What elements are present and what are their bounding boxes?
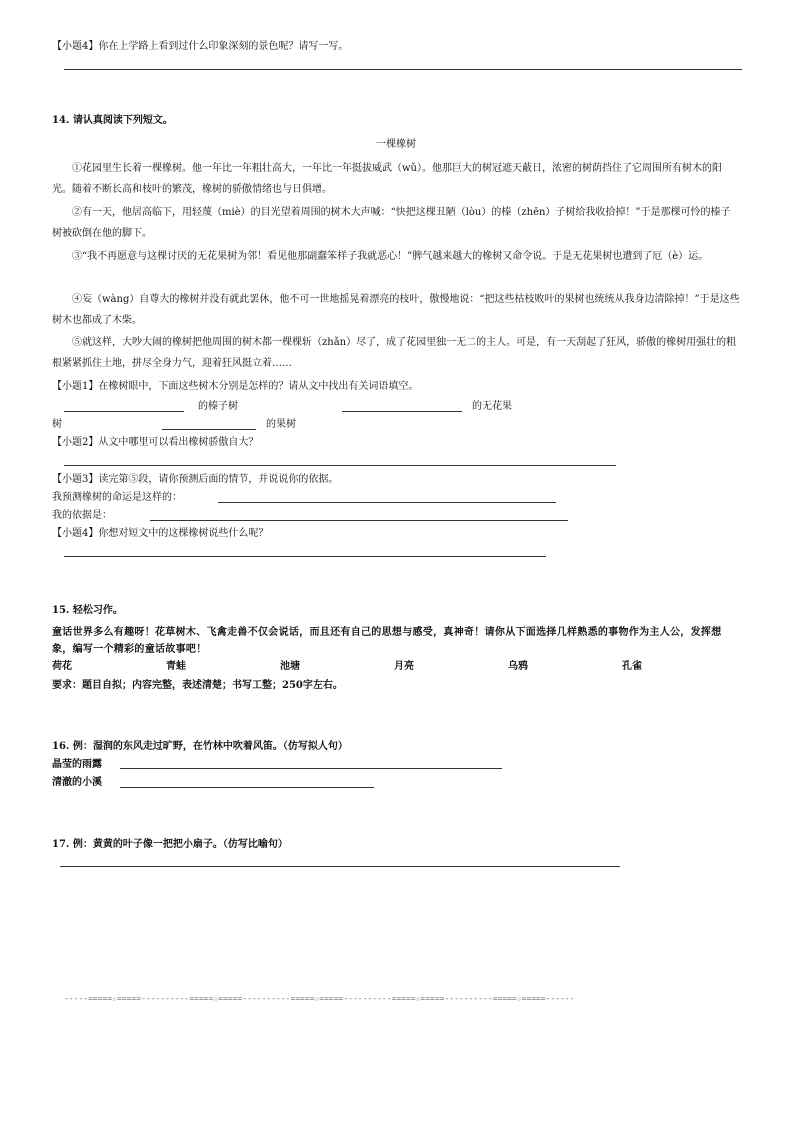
q15-prompt: 童话世界多么有趣呀！花草树木、飞禽走兽不仅会说话，而且还有自己的思想与感受，真神奇！请你从下面选择几样熟悉的事物作为主人公，发挥想象，编写一个精彩的童话故事吧！ — [52, 627, 722, 655]
q14-subquestion-4: 【小题4】你想对短文中的这棵橡树说些什么呢？ — [52, 528, 269, 539]
predict-answer-line[interactable] — [218, 502, 556, 503]
basis-answer-line[interactable] — [150, 520, 568, 521]
q14-basis-label: 我的依据是： — [52, 510, 112, 521]
blank-hazel[interactable] — [64, 411, 184, 412]
q14-paragraph-4: ④妄（wàng）自尊大的橡树并没有就此罢休，他不可一世地摇晃着漂亮的枝叶，傲慢地说：“把这些枯枝败叶的果树也统统从我身边清除掉！”于是这些树木也都成了木柴。 — [52, 294, 740, 326]
q17-example: 17. 例：黄黄的叶子像一把把小扇子。（仿写比喻句） — [52, 839, 288, 850]
q14-heading: 14. 请认真阅读下列短文。 — [52, 115, 173, 126]
footer-divider: -----=====☆=====----------=====☆=====----------=====☆=====----------=====☆=====----------=====☆=====------ — [64, 994, 575, 1003]
q15-option-lotus: 荷花 — [52, 661, 72, 672]
q16-example: 16. 例：湿润的东风走过旷野，在竹林中吹着风笛。（仿写拟人句） — [52, 741, 348, 752]
q14-paragraph-1: ①花园里生长着一棵橡树。他一年比一年粗壮高大，一年比一年挺拔威武（wǔ）。他那巨大的树冠遮天蔽日，浓密的树荫挡住了它周围所有树木的阳光。随着不断长高和枝叶的繁茂，橡树的骄傲情绪也与日俱增。 — [52, 163, 722, 195]
q15-heading: 15. 轻松习作。 — [52, 605, 123, 616]
label-fruit: 的果树 — [266, 419, 296, 430]
q15-option-moon: 月亮 — [394, 661, 414, 672]
q15-option-frog: 青蛙 — [166, 661, 186, 672]
blank-fruit[interactable] — [162, 429, 256, 430]
q15-requirement: 要求：题目自拟；内容完整，表述清楚；书写工整；250字左右。 — [52, 680, 343, 691]
q13-subquestion-4: 【小题4】你在上学路上看到过什么印象深刻的景色呢？请写一写。 — [52, 41, 349, 52]
q14-subquestion-2: 【小题2】从文中哪里可以看出橡树骄傲自大？ — [52, 437, 259, 448]
q17-answer-line[interactable] — [60, 866, 620, 867]
q16-item-2: 清澈的小溪 — [52, 777, 102, 788]
q14-paragraph-5: ⑤就这样，大吵大闹的橡树把他周围的树木都一棵棵斩（zhǎn）尽了，成了花园里独一无二的主人。可是，有一天刮起了狂风，骄傲的橡树用强壮的粗根紧紧抓住土地，拼尽全身力气，迎着狂风挺立着…… — [52, 337, 737, 369]
q14-sub2-answer-line[interactable] — [64, 465, 616, 466]
q14-subquestion-1: 【小题1】在橡树眼中，下面这些树木分别是怎样的？请从文中找出有关词语填空。 — [52, 381, 419, 392]
q16-item-1: 晶莹的雨露 — [52, 759, 102, 770]
q14-predict-label: 我预测橡树的命运是这样的： — [52, 492, 182, 503]
label-fig-part-a: 的无花果 — [472, 401, 512, 412]
q15-option-pond: 池塘 — [280, 661, 300, 672]
q14-paragraph-2: ②有一天，他居高临下，用轻蔑（miè）的目光望着周围的树木大声喊：“快把这棵丑陋（lòu）的榛（zhēn）子树给我收拾掉！”于是那棵可怜的榛子树被砍倒在他的脚下。 — [52, 207, 731, 239]
label-fig-part-b: 树 — [52, 419, 62, 430]
q14-paragraph-3: ③“我不再愿意与这棵讨厌的无花果树为邻！看见他那副蠢笨样子我就恶心！”脾气越来越大的橡树又命令说。于是无花果树也遭到了厄（è）运。 — [72, 251, 709, 262]
label-hazel: 的榛子树 — [198, 401, 238, 412]
q15-option-peacock: 孔雀 — [622, 661, 642, 672]
q15-option-crow: 乌鸦 — [508, 661, 528, 672]
q14-story-title: 一棵橡树 — [376, 139, 416, 150]
blank-fig[interactable] — [342, 411, 462, 412]
q13-answer-line[interactable] — [64, 69, 742, 70]
q14-sub4-answer-line[interactable] — [64, 556, 546, 557]
q16-item-1-answer-line[interactable] — [120, 768, 502, 769]
q16-item-2-answer-line[interactable] — [120, 787, 374, 788]
q14-subquestion-3: 【小题3】读完第⑤段，请你预测后面的情节，并说说你的依据。 — [52, 474, 339, 485]
